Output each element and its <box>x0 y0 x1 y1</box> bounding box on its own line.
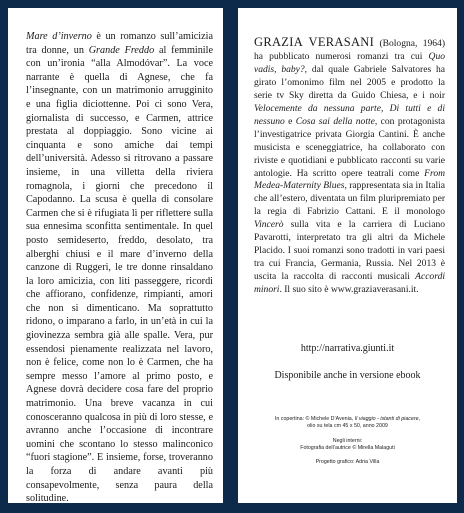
design-credit: Progetto grafico: Adria Villa <box>315 459 380 466</box>
bio-run: , con protagonista l’investigatrice privata Giorgia Cantini. È anche musicista e sceneggiatrice, ha collaborato con riviste e quotidiani e pubblicato racconti su varie antologie. Ha scritto opere teatrali come <box>254 115 446 179</box>
synopsis-paragraph <box>26 30 213 506</box>
author-bio-text <box>254 51 445 295</box>
inside-credit: Fotografia dell’autrice © Mirella Malaguti <box>300 444 395 451</box>
author-birth: (Bologna, 1964) <box>379 38 445 49</box>
image-credits <box>238 416 457 466</box>
inside-credit-label: Negli interni: <box>332 437 363 444</box>
author-bio <box>254 36 445 297</box>
cover-credit: In copertina: © Michele D’Avenia, Il viaggio - istanti di piacere, <box>274 416 421 422</box>
bio-run: Velocemente da nessuna parte <box>254 102 381 114</box>
bio-run: e <box>284 115 296 127</box>
cover-credit-details: olio su tela cm 45 x 50, anno 2009 <box>307 423 388 430</box>
bio-run: Di tutti e di nessuno <box>254 102 445 127</box>
author-name: GRAZIA VERASANI <box>254 35 375 49</box>
synopsis-run: è un romanzo sull’amicizia tra donne, un <box>26 31 213 56</box>
bio-run: Accordi minori <box>254 271 445 296</box>
bio-run: , rappresentata sia in Italia che all’estero, diventata un film pluripremiato per la regia di Fabrizio Cattani. E il monologo <box>254 180 445 218</box>
publisher-website: http://narrativa.giunti.it <box>300 343 395 354</box>
ebook-note: Disponibile anche in versione ebook <box>274 370 421 381</box>
synopsis-run: al femminile con un’ironia “alla Almodóvar”. La voce narrante è quella di Agnese, che fa l’insegnante, con un matrimonio arrugginito e una figlia diciottenne. Poi ci sono Vera, giornalista di successo, e Carmen, attrice prestata al doppiaggio. Sono vicine ai cinquanta e sono amiche dai tempi dell’università. Adesso si ritrovano a passare insieme, in una villetta della riviera romagnola, i giorni che precedono il Capodanno. La scusa è quella di consolare Carmen che si è rifugiata lì per riflettere sulla sua ennesima sconfitta sentimentale. In quel posto semideserto, freddo, desolato, tra alberghi chiusi e il mare d’inverno della canzone di Ruggeri, le tre donne rinsaldano la loro amicizia, con liti passeggere, ricordi che affiorano, confidenze, rimpianti, amori che non si dimenticano. Ma soprattutto ridono, o imparano a farlo, in un’età in cui la giovinezza sembra già alle spalle. Vera, pur essendosi pienamente realizzata nel lavoro, non è felice, come non lo è Carmen, che ha sempre messo l’amore al primo posto, e Agnese dovrà decidere cosa fare del proprio matrimonio. Una breve vacanza in cui conosceranno qualcosa in più di loro stesse, e avranno anche l’occasione di incontrare uomini che scontano lo stesso malinconico “fuori stagione”. E insieme, forse, troveranno la forza di andare avanti più consapevolmente, senza paura della solitudine. <box>26 44 213 505</box>
bio-run: , <box>380 102 390 114</box>
bio-run: From Medea-Maternity Blues <box>254 167 445 192</box>
synopsis-run: Mare d’inverno <box>26 31 92 42</box>
synopsis-run: Grande Freddo <box>88 44 155 56</box>
bio-run: sulla vita e la carriera di Luciano Pavarotti, interpretato tra gli altri da Michele Placido. I suoi romanzi sono tradotti in vari paesi tra cui Francia, Germania, Russia. Nel 2013 è uscita la raccolta di racconti musicali <box>254 219 445 283</box>
bio-run: ha pubblicato numerosi romanzi tra cui <box>254 50 429 62</box>
bio-run: Quo vadis, baby? <box>254 50 445 75</box>
bio-run: Cosa sai della notte <box>295 115 375 127</box>
right-flap <box>238 8 457 503</box>
left-flap <box>8 8 223 503</box>
bio-run: . Il suo sito è www.graziaverasani.it. <box>279 284 419 296</box>
bio-run: Vincerò <box>254 219 284 231</box>
bio-run: , dal quale Gabriele Salvatores ha girato l’omonimo film nel 2005 e prodotto la serie tv Sky diretta da Guido Chiesa, e i noir <box>254 63 445 101</box>
